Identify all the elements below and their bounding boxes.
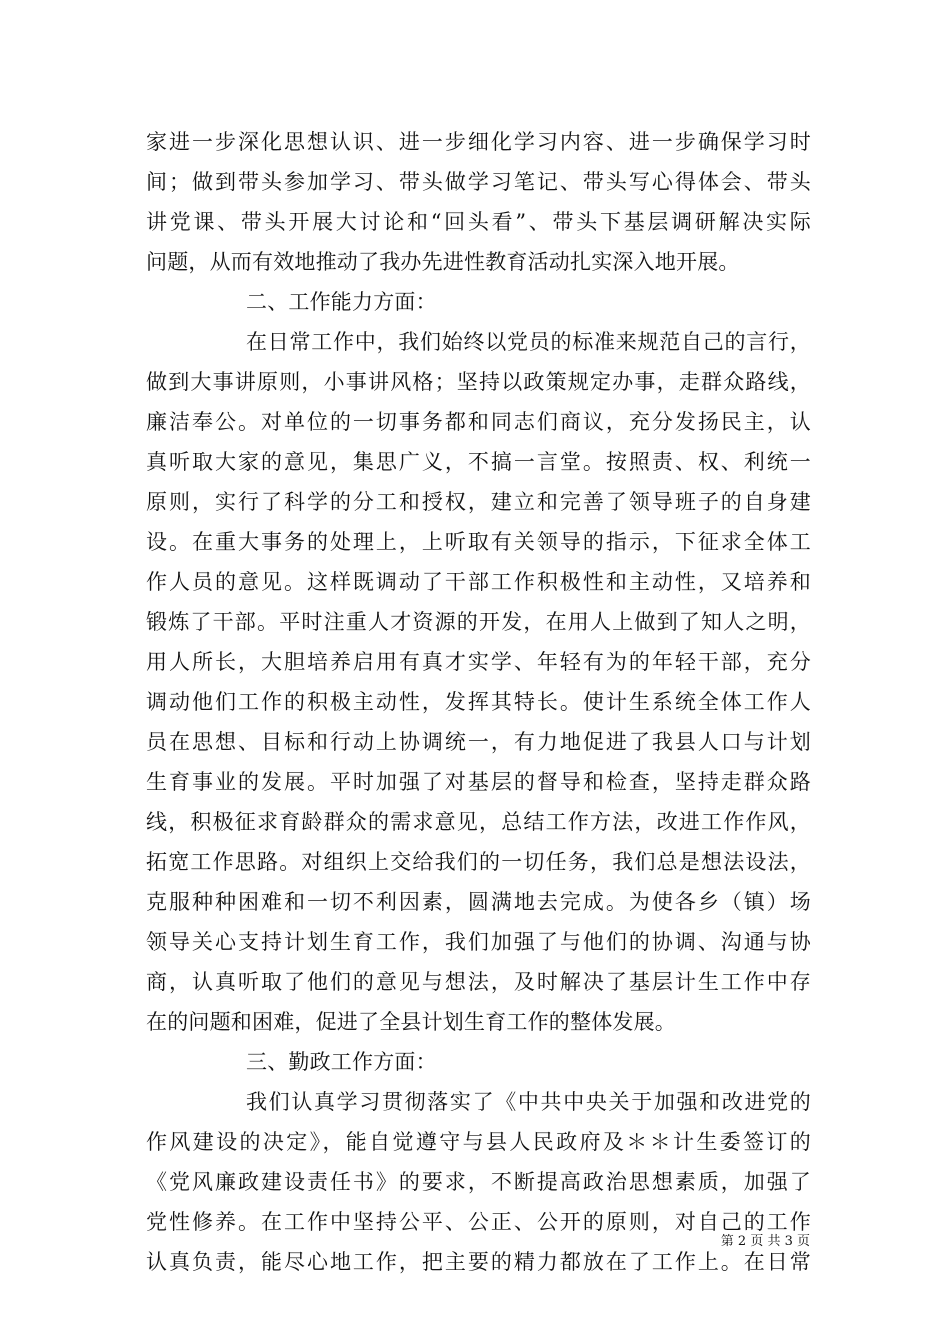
text-line: 原则，实行了科学的分工和授权，建立和完善了领导班子的自身建 — [146, 490, 811, 514]
text-line: 讲党课、带头开展大讨论和“回头看”、带头下基层调研解决实际 — [146, 210, 811, 234]
text-line: 领导关心支持计划生育工作，我们加强了与他们的协调、沟通与协 — [146, 930, 811, 954]
text-line: 间；做到带头参加学习、带头做学习笔记、带头写心得体会、带头 — [146, 170, 811, 194]
section-heading-diligent-governance: 三、勤政工作方面： — [246, 1050, 437, 1074]
text-line: 作人员的意见。这样既调动了干部工作积极性和主动性，又培养和 — [146, 570, 811, 594]
text-line: 作风建设的决定》，能自觉遵守与县人民政府及＊＊计生委签订的 — [146, 1130, 811, 1154]
text-line: 用人所长，大胆培养启用有真才实学、年轻有为的年轻干部，充分 — [146, 650, 811, 674]
text-line: 生育事业的发展。平时加强了对基层的督导和检查，坚持走群众路 — [146, 770, 811, 794]
text-line: 廉洁奉公。对单位的一切事务都和同志们商议，充分发扬民主，认 — [146, 410, 811, 434]
text-line: 《党风廉政建设责任书》的要求，不断提高政治思想素质，加强了 — [146, 1170, 811, 1194]
text-line: 党性修养。在工作中坚持公平、公正、公开的原则，对自己的工作 — [146, 1210, 811, 1234]
text-line: 在日常工作中，我们始终以党员的标准来规范自己的言行， — [246, 330, 811, 354]
text-line: 在的问题和困难，促进了全县计划生育工作的整体发展。 — [146, 1010, 676, 1034]
page-number-footer: 第 2 页 共 3 页 — [720, 1234, 810, 1249]
text-line: 家进一步深化思想认识、进一步细化学习内容、进一步确保学习时 — [146, 130, 811, 154]
text-line: 员在思想、目标和行动上协调统一，有力地促进了我县人口与计划 — [146, 730, 811, 754]
text-line: 商，认真听取了他们的意见与想法，及时解决了基层计生工作中存 — [146, 970, 811, 994]
section-heading-work-ability: 二、工作能力方面： — [246, 290, 437, 314]
text-line: 设。在重大事务的处理上，上听取有关领导的指示，下征求全体工 — [146, 530, 811, 554]
text-line: 克服种种困难和一切不利因素，圆满地去完成。为使各乡（镇）场 — [146, 890, 811, 914]
text-line: 拓宽工作思路。对组织上交给我们的一切任务，我们总是想法设法， — [146, 850, 811, 874]
text-line: 问题，从而有效地推动了我办先进性教育活动扎实深入地开展。 — [146, 250, 740, 274]
text-line: 做到大事讲原则，小事讲风格；坚持以政策规定办事，走群众路线， — [146, 370, 811, 394]
text-line: 线，积极征求育龄群众的需求意见，总结工作方法，改进工作作风， — [146, 810, 811, 834]
text-line: 认真负责，能尽心地工作，把主要的精力都放在了工作上。在日常 — [146, 1250, 811, 1274]
text-line: 我们认真学习贯彻落实了《中共中央关于加强和改进党的 — [246, 1090, 811, 1114]
text-line: 调动他们工作的积极主动性，发挥其特长。使计生系统全体工作人 — [146, 690, 811, 714]
document-body — [146, 122, 811, 1282]
text-line: 锻炼了干部。平时注重人才资源的开发，在用人上做到了知人之明， — [146, 610, 811, 634]
text-line: 真听取大家的意见，集思广义，不搞一言堂。按照责、权、利统一 — [146, 450, 811, 474]
